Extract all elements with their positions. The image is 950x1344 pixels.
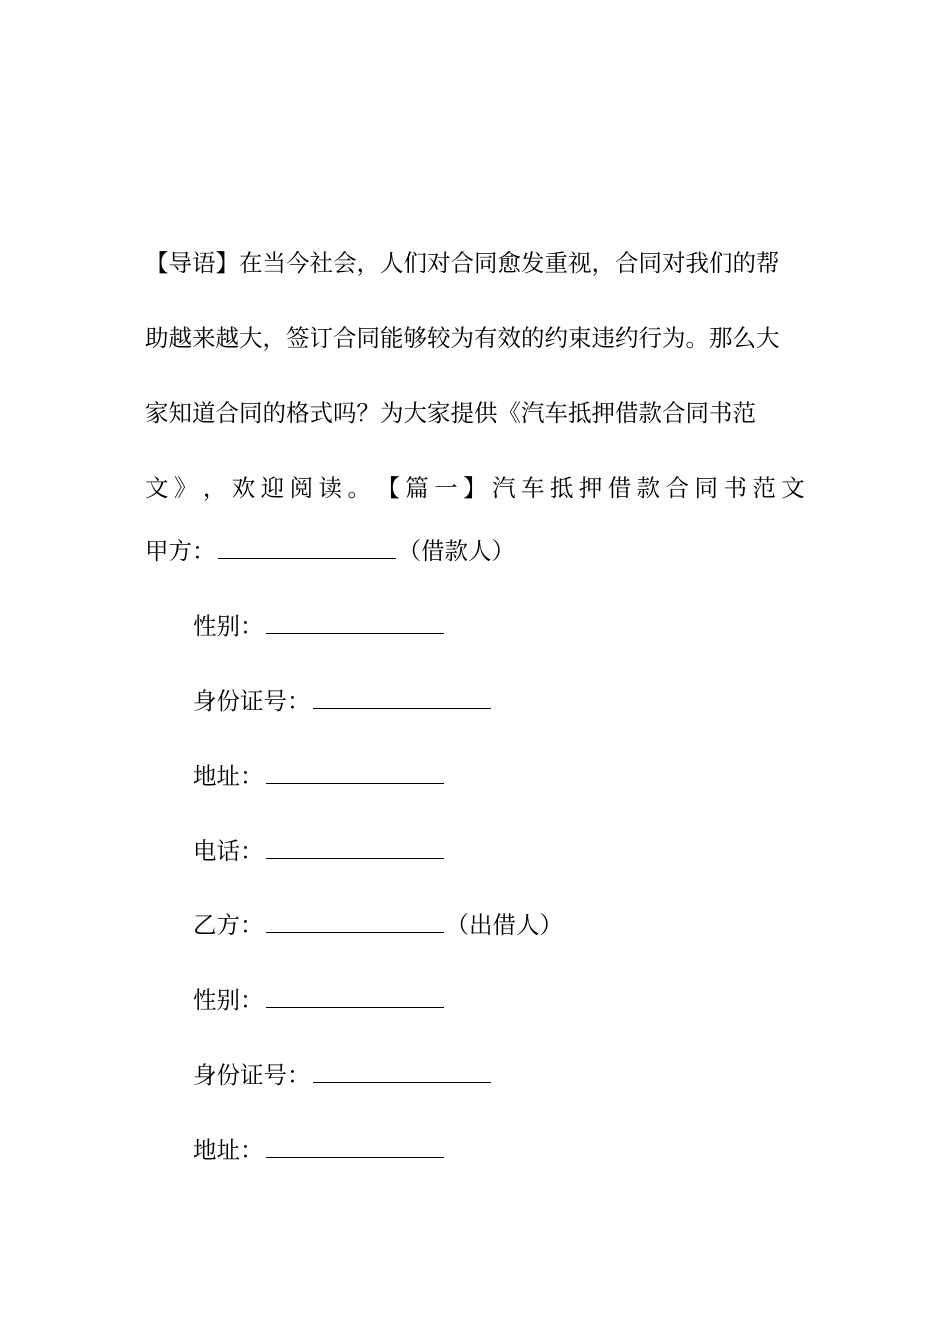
intro-line-2: 助越来越大，签订合同能够较为有效的约束违约行为。那么大 (145, 324, 780, 352)
party-b-name-blank[interactable] (266, 910, 444, 933)
party-b-label: 乙方： (193, 911, 264, 939)
party-a-address-blank[interactable] (266, 761, 444, 784)
party-a-id-blank[interactable] (313, 686, 491, 709)
party-b-address-label: 地址： (193, 1136, 264, 1164)
intro-paragraph (145, 226, 805, 526)
intro-line-3: 家知道合同的格式吗？为大家提供《汽车抵押借款合同书范 (145, 399, 756, 427)
party-a-id-label: 身份证号： (193, 687, 311, 715)
party-a-role: （借款人） (397, 537, 515, 565)
party-a-phone-row (193, 836, 446, 866)
party-a-gender-blank[interactable] (266, 611, 444, 634)
party-a-gender-row (193, 611, 446, 641)
party-a-phone-label: 电话： (193, 837, 264, 865)
party-a-address-label: 地址： (193, 762, 264, 790)
party-b-id-row (193, 1060, 493, 1090)
party-a-gender-label: 性别： (193, 612, 264, 640)
party-b-role: （出借人） (445, 911, 563, 939)
party-b-gender-blank[interactable] (266, 985, 444, 1008)
party-b-id-blank[interactable] (313, 1060, 491, 1083)
party-b-id-label: 身份证号： (193, 1061, 311, 1089)
party-b-address-blank[interactable] (266, 1135, 444, 1158)
intro-line-1: 【导语】在当今社会，人们对合同愈发重视，合同对我们的帮 (145, 249, 780, 277)
party-a-label: 甲方： (145, 537, 216, 565)
party-a-phone-blank[interactable] (266, 836, 444, 859)
party-a-address-row (193, 761, 446, 791)
intro-line-4: 文 》 ， 欢 迎 阅 读 。 【 篇 一 】 汽 车 抵 押 借 款 合 同 书 范 文 (145, 474, 805, 502)
party-b-gender-label: 性别： (193, 986, 264, 1014)
party-a-id-row (193, 686, 493, 716)
party-a-row (145, 536, 515, 566)
party-b-row (193, 910, 563, 940)
party-b-gender-row (193, 985, 446, 1015)
party-a-name-blank[interactable] (218, 536, 396, 559)
party-b-address-row (193, 1135, 446, 1165)
